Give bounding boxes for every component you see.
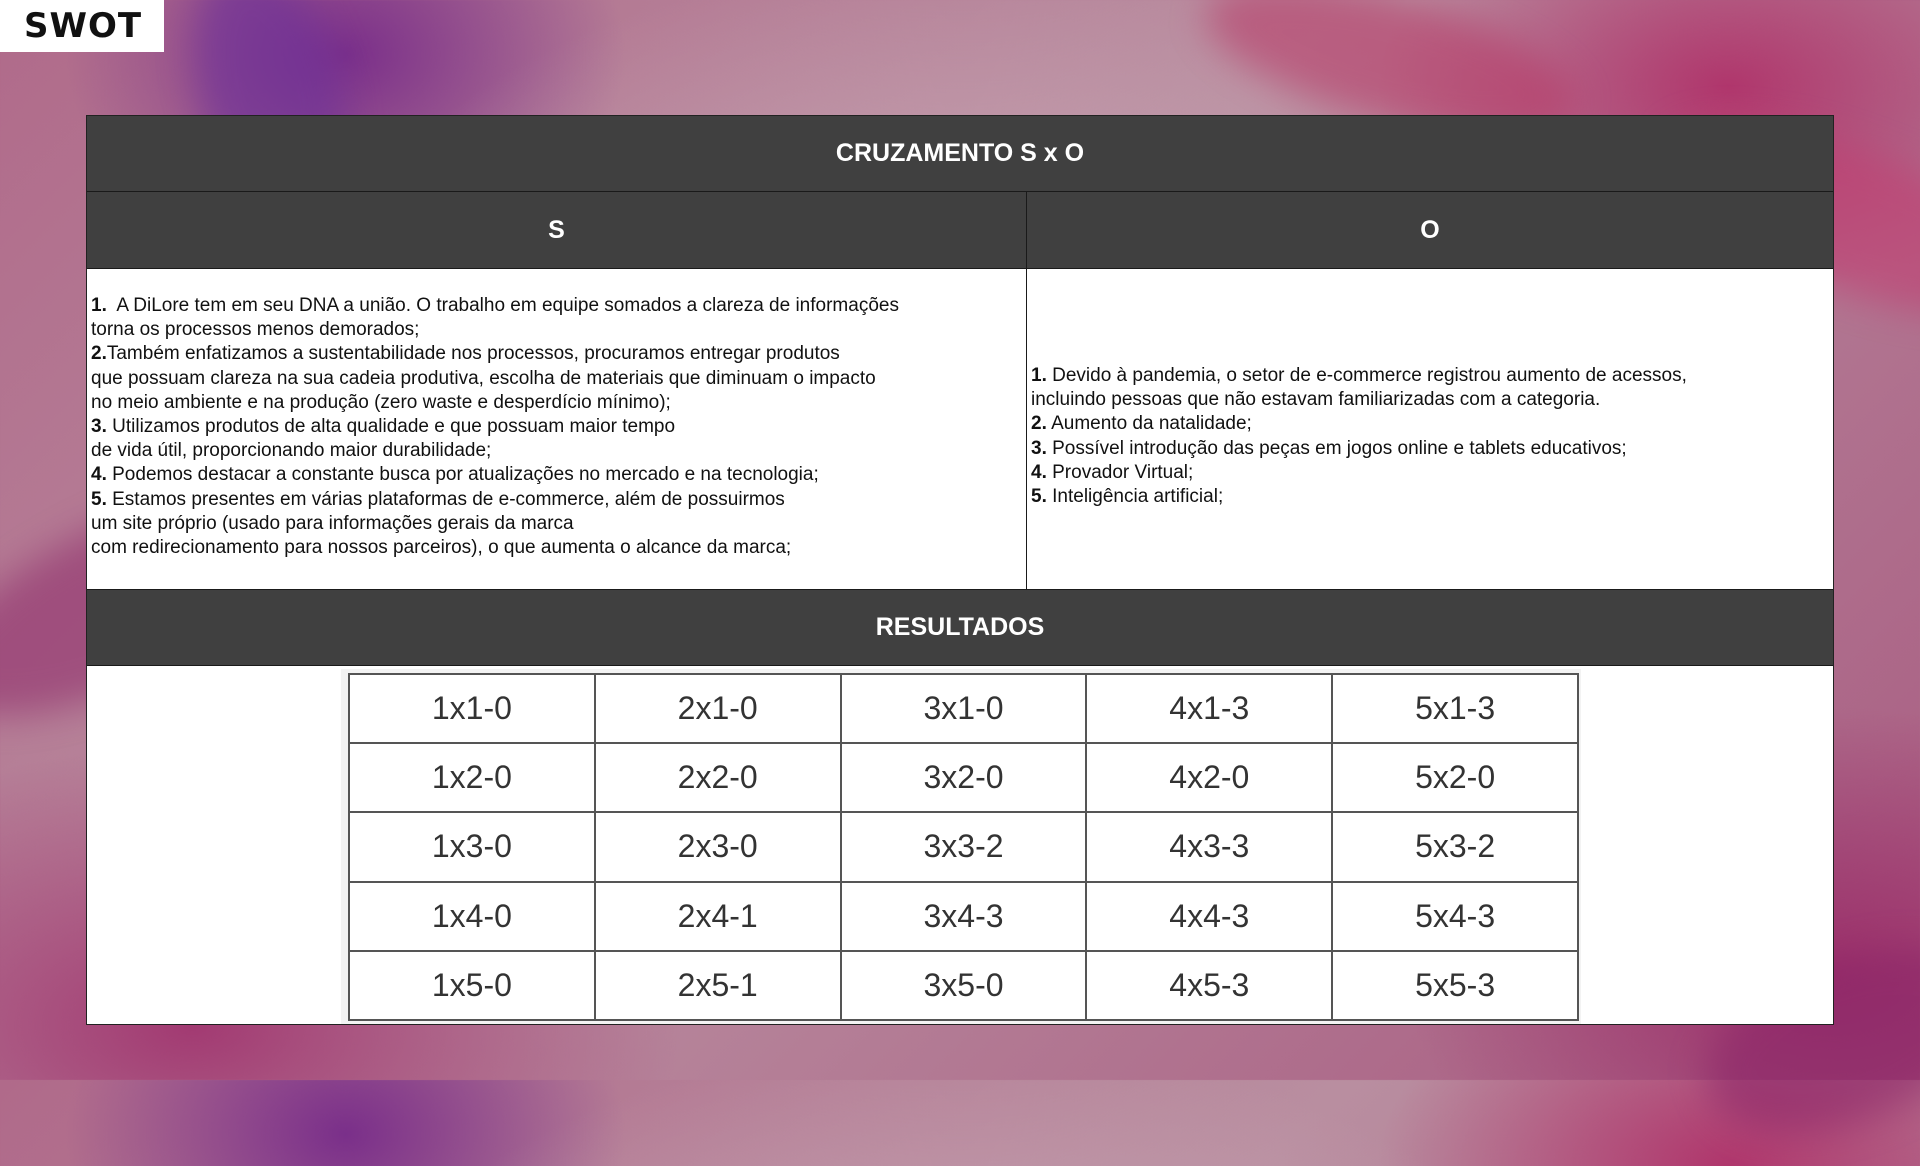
- result-cell: 2x1-0: [595, 674, 841, 743]
- table-row: [349, 882, 1578, 951]
- result-cell: 4x4-3: [1086, 882, 1332, 951]
- opportunity-line: 3. Possível introdução das peças em jogos online e tablets educativos;: [1031, 437, 1627, 459]
- table-title: CRUZAMENTO S x O: [87, 116, 1833, 192]
- opportunity-line: 4. Provador Virtual;: [1031, 461, 1194, 483]
- result-cell: 5x5-3: [1332, 951, 1578, 1020]
- strength-line: 4. Podemos destacar a constante busca por atualizações no mercado e na tecnologia;: [91, 464, 819, 486]
- result-cell: 5x3-2: [1332, 812, 1578, 881]
- table-row: [349, 812, 1578, 881]
- result-cell: 2x2-0: [595, 743, 841, 812]
- table-row: [349, 674, 1578, 743]
- strength-line: 2.Também enfatizamos a sustentabilidade nos processos, procuramos entregar produtos: [91, 343, 840, 365]
- result-cell: 4x2-0: [1086, 743, 1332, 812]
- opportunity-line: 5. Inteligência artificial;: [1031, 486, 1224, 508]
- result-cell: 2x4-1: [595, 882, 841, 951]
- result-cell: 3x5-0: [841, 951, 1087, 1020]
- opportunity-line: 2. Aumento da natalidade;: [1031, 413, 1252, 435]
- result-cell: 2x3-0: [595, 812, 841, 881]
- results-image: [341, 669, 1581, 1024]
- result-cell: 1x1-0: [349, 674, 595, 743]
- opportunity-line: 1. Devido à pandemia, o setor de e-commerce registrou aumento de acessos,: [1031, 365, 1687, 386]
- result-cell: 5x4-3: [1332, 882, 1578, 951]
- results-grid: [348, 673, 1579, 1021]
- opportunity-line: incluindo pessoas que não estavam familiarizadas com a categoria.: [1031, 389, 1601, 411]
- result-cell: 1x2-0: [349, 743, 595, 812]
- swot-label: SWOT: [0, 0, 164, 52]
- strength-line: que possuam clareza na sua cadeia produtiva, escolha de materiais que diminuam o impacto: [91, 367, 876, 389]
- strengths-header: S: [87, 192, 1027, 269]
- strength-line: torna os processos menos demorados;: [91, 319, 420, 341]
- strengths-cell: [87, 269, 1027, 589]
- result-cell: 5x2-0: [1332, 743, 1578, 812]
- strength-line: 1. A DiLore tem em seu DNA a união. O trabalho em equipe somados a clareza de informações: [91, 295, 899, 316]
- results-header: RESULTADOS: [87, 589, 1833, 666]
- strength-line: um site próprio (usado para informações gerais da marca: [91, 512, 574, 534]
- result-cell: 4x5-3: [1086, 951, 1332, 1020]
- strength-line: de vida útil, proporcionando maior durabilidade;: [91, 440, 492, 462]
- strength-line: 5. Estamos presentes em várias plataformas de e-commerce, além de possuirmos: [91, 488, 785, 510]
- strength-line: com redirecionamento para nossos parceiros), o que aumenta o alcance da marca;: [91, 537, 792, 559]
- result-cell: 1x3-0: [349, 812, 595, 881]
- opportunities-cell: [1027, 269, 1833, 589]
- result-cell: 1x4-0: [349, 882, 595, 951]
- opportunities-header: O: [1027, 192, 1833, 269]
- result-cell: 4x1-3: [1086, 674, 1332, 743]
- strength-line: 3. Utilizamos produtos de alta qualidade e que possuam maior tempo: [91, 416, 676, 438]
- strength-line: no meio ambiente e na produção (zero waste e desperdício mínimo);: [91, 391, 671, 413]
- result-cell: 3x4-3: [841, 882, 1087, 951]
- table-row: [349, 951, 1578, 1020]
- result-cell: 5x1-3: [1332, 674, 1578, 743]
- result-cell: 3x2-0: [841, 743, 1087, 812]
- table-row: [349, 743, 1578, 812]
- swot-cross-table: [86, 115, 1834, 1025]
- result-cell: 3x1-0: [841, 674, 1087, 743]
- result-cell: 1x5-0: [349, 951, 595, 1020]
- result-cell: 4x3-3: [1086, 812, 1332, 881]
- result-cell: 3x3-2: [841, 812, 1087, 881]
- result-cell: 2x5-1: [595, 951, 841, 1020]
